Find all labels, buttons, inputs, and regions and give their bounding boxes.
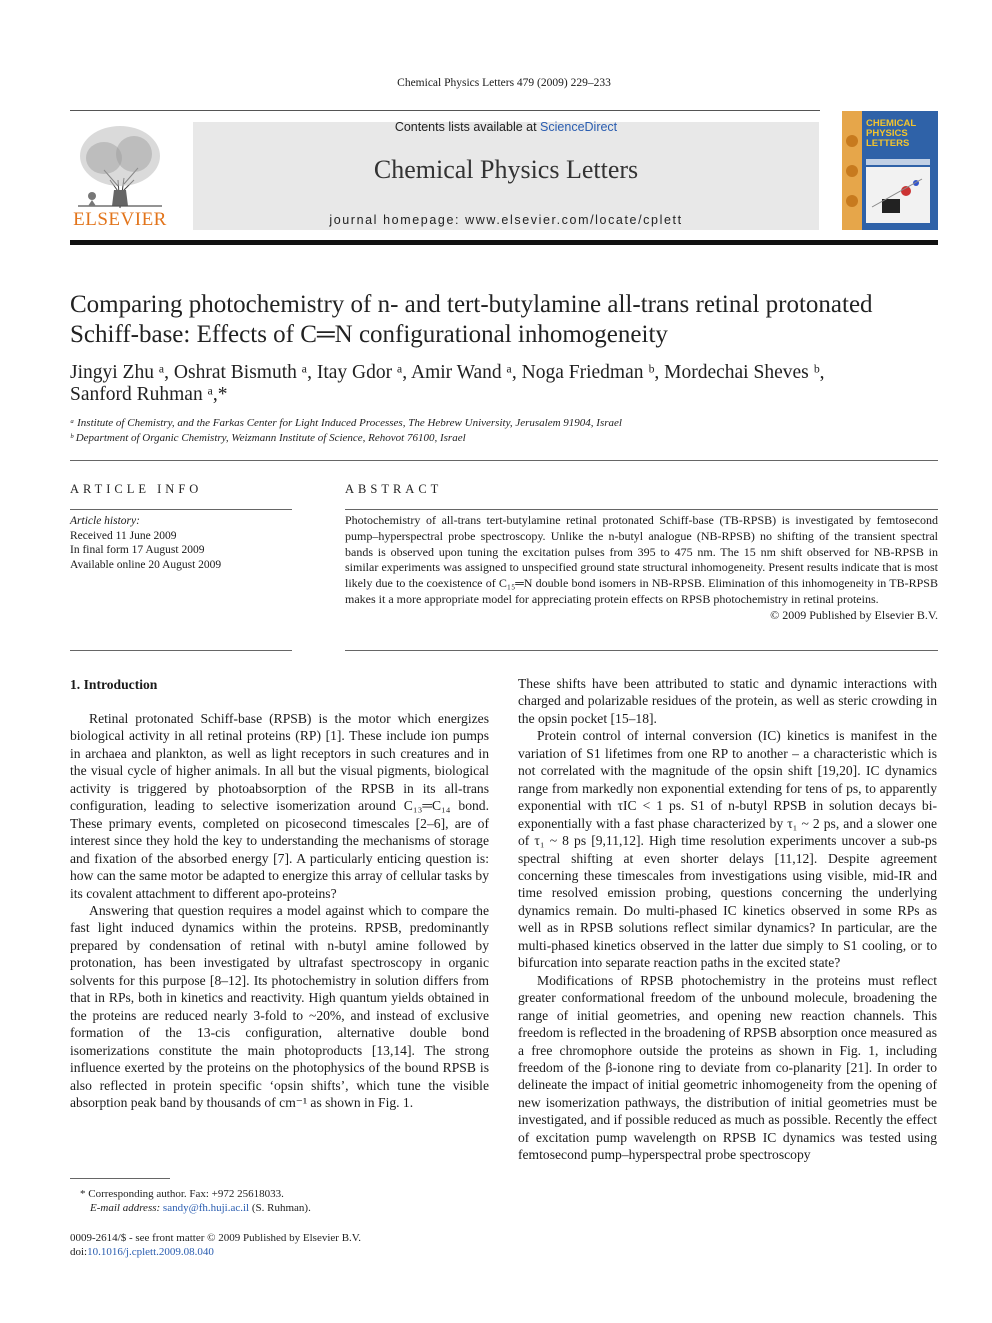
abstract-block — [345, 513, 938, 624]
affiliation-b: ᵇ Department of Organic Chemistry, Weizmann Institute of Science, Rehovot 76100, Israel — [70, 432, 466, 444]
header-rule — [70, 110, 820, 111]
title-line-1: Comparing photochemistry of n- and tert-butylamine all-trans retinal protonated — [70, 291, 873, 318]
abstract-rule — [345, 509, 938, 510]
cover-title-line1: CHEMICAL — [866, 118, 917, 129]
right-paragraph-2: Protein control of internal conversion (IC) kinetics is manifest in the variation of S1 lifetimes from one RP to another – a characteristic which is not correlated with the magnitude of the opsin shift [19,20]. IC dynamics range from markedly non exponential extending for tens of ps, to apparently exponential with τIC < 1 ps. S1 of n-butyl RPSB in solution decays bi-exponentially with a fast phase characterized by τ₁ ~ 2 ps, and a slower one of τ₁ ~ 8 ps [9,11,12]. High time resolution experiments uncover a sub-ps spectral shifting at even shorter delays [11,12]. Despite agreement concerning these timescales from investigations using visible, mid-IR and time resolved emission probing, questions concerning the underlying dynamics remain. Do multi-phased IC kinetics observed in some RPs as well as in RPSB solutions reflect similar dynamics? In particular, are the multi-phased kinetics observed in the latter due simply to S1 cooling, or to bifurcation into separate reaction paths in the excited state? — [518, 728, 937, 971]
affiliation-rule — [70, 460, 938, 461]
cover-title-line3: LETTERS — [866, 138, 910, 149]
authors-line-2: Sanford Ruhman ᵃ,* — [70, 384, 228, 405]
elsevier-wordmark: ELSEVIER — [73, 209, 167, 230]
doi-label: doi: — [70, 1246, 88, 1258]
sciencedirect-link[interactable]: ScienceDirect — [540, 120, 618, 134]
final-form-date: In final form 17 August 2009 — [70, 544, 205, 556]
authors-line-1: Jingyi Zhu ᵃ, Oshrat Bismuth ᵃ, Itay Gdor ᵃ, Amir Wand ᵃ, Noga Friedman ᵇ, Mordechai Sheves ᵇ, — [70, 362, 825, 383]
left-paragraph-2: Answering that question requires a model against which to compare the fast light induced dynamics within the proteins. RPSB, predominantly prepared by condensation of retinal with n-butyl amine followed by protonation, has been investigated by ultrafast spectroscopy in organic solvents for this purpose [8–12]. Its photochemistry in solution differs from that in RPs, both in kinetics and reactivity. High quantum yields obtained in the proteins are reduced nearly 3-fold to ~20%, and instead of exclusive formation of the 13-cis configuration, alternative double bond isomerizations constitute the main photoproducts [13,14]. The strong influence exerted by the proteins on the photophysics of the bound RPSB is also reflected in protein specific ‘opsin shifts’, which tune the visible absorption peak band by thousands of cm⁻¹ as shown in Fig. 1. — [70, 902, 489, 1110]
article-info-heading: ARTICLE INFO — [70, 482, 203, 496]
email-link[interactable]: sandy@fh.huji.ac.il — [162, 1202, 250, 1214]
journal-homepage[interactable]: journal homepage: www.elsevier.com/locate/cplett — [329, 213, 683, 227]
article-history — [70, 514, 300, 572]
received-date: Received 11 June 2009 — [70, 529, 177, 542]
email-suffix: (S. Ruhman). — [249, 1202, 311, 1214]
body-column-right — [518, 675, 937, 1164]
title-line-2: Schiff-base: Effects of C═N configurational inhomogeneity — [70, 321, 668, 348]
article-title — [70, 290, 950, 350]
article-info-rule — [70, 509, 292, 510]
left-paragraph-1: Retinal protonated Schiff-base (RPSB) is the motor which energizes biological activity in all retinal proteins (RP) [1]. These include ion pumps in archaea and plankton, as well as light receptors in such creatures and in the visual cycle of higher animals. In all but the visual pigments, biological activity is triggered by photoabsorption of the RPSB in its all-trans configuration, leading to selective isomerization around C₁₃═C₁₄ bond. These primary events, completed on picosecond timescales [2–6], are of interest since they hold the key to understanding the mechanisms of storage and fixation of the absorbed energy [7]. A particularly enticing question is: how can the same motor be adapted to energize this array of cellular tasks by its covalent attachment to different apo-proteins? — [70, 711, 489, 901]
abstract-heading: ABSTRACT — [345, 482, 443, 496]
corresponding-author-note: * Corresponding author. Fax: +972 25618033. — [80, 1188, 284, 1200]
footnote-rule — [70, 1178, 170, 1179]
email-label: E-mail address: — [90, 1202, 163, 1214]
issn-line: 0009-2614/$ - see front matter © 2009 Published by Elsevier B.V. — [70, 1232, 362, 1244]
doi-link[interactable]: 10.1016/j.cplett.2009.08.040 — [87, 1246, 214, 1258]
journal-citation: Chemical Physics Letters 479 (2009) 229–233 — [397, 77, 611, 89]
right-paragraph-1: These shifts have been attributed to static and dynamic interactions with charged and polarizable residues of the protein, as well as steric crowding in the opsin pocket [15–18]. — [518, 676, 937, 726]
doi-line — [70, 1245, 214, 1259]
online-date: Available online 20 August 2009 — [70, 558, 222, 571]
journal-cover-image — [842, 111, 938, 230]
abstract-copyright: © 2009 Published by Elsevier B.V. — [770, 607, 938, 622]
header-thick-rule — [70, 240, 938, 245]
contents-line — [193, 120, 819, 134]
introduction-heading: 1. Introduction — [70, 677, 158, 692]
body-column-left — [70, 710, 489, 1111]
abstract-bottom-rule — [345, 650, 938, 651]
cover-title-line2: PHYSICS — [866, 128, 908, 139]
article-info-bottom-rule — [70, 650, 292, 651]
cover-title — [866, 119, 916, 149]
right-paragraph-3: Modifications of RPSB photochemistry in the proteins must reflect greater conformational freedom of the unbound molecule, broadening the range of initial geometries, and opening new reaction channels. This freedom is reflected in the broadening of RPSB absorption once measured as a free chromophore outside the proteins as shown in Fig. 1, including freedom of the β-ionone ring to deviate from co-planarity [21]. In order to delineate the impact of initial geometric inhomogeneity from the opening of new isomerization pathways, the distribution of initial geometries must be investigated, and if possible reduced as much as possible. Recently the effect of excitation pump wavelength on RPSB IC dynamics was tested using femtosecond pump–hyperspectral probe spectroscopy — [518, 972, 937, 1163]
contents-prefix: Contents lists available at — [394, 120, 541, 134]
history-label: Article history: — [70, 515, 140, 527]
abstract-text: Photochemistry of all-trans tert-butylamine retinal protonated Schiff-base (TB-RPSB) is investigated by femtosecond pump–hyperspectral probe spectroscopy. Unlike the n-butyl analogue (NB-RPSB) no shifting of the transient spectral bands is observed upon tuning the excitation pulses from 395 to 475 nm. The 15 nm shift observed for NB-RPSB in similar experiments was assigned to unspecified ground state structural inhomogeneity. Present results indicate that is most likely due to the coexistence of C₁₅═N double bond isomers in NB-RPSB. Elimination of this inhomogeneity in TB-RPSB makes it a more appropriate model for appreciating protein effects on RPSB photochemistry in retinal proteins. — [345, 513, 938, 606]
author-list — [70, 362, 950, 406]
journal-name: Chemical Physics Letters — [373, 155, 639, 184]
email-note — [90, 1201, 311, 1215]
affiliation-a: ᵃ Institute of Chemistry, and the Farkas Center for Light Induced Processes, The Hebrew University, Jerusalem 91904, Israel — [70, 417, 622, 429]
